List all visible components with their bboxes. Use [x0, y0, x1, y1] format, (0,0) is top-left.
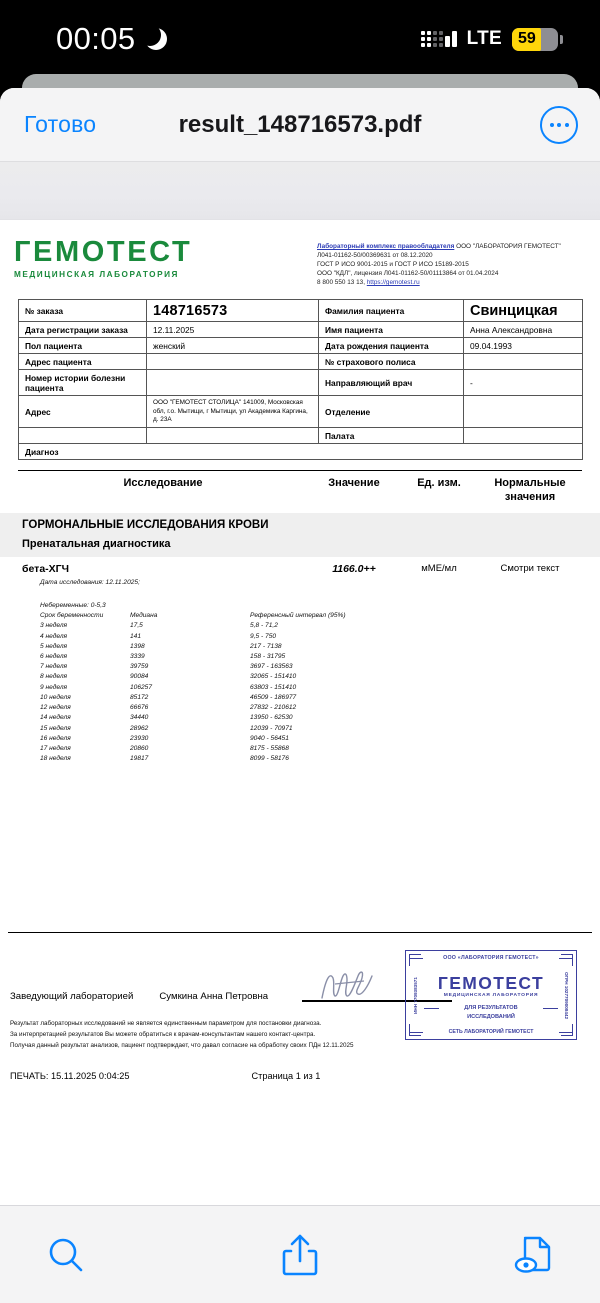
ref-median: 28962 — [130, 724, 149, 732]
column-header-study: Исследование — [123, 477, 203, 490]
test-result-row — [18, 563, 582, 575]
info-label-right: Отделение — [319, 396, 464, 428]
signal-dots — [421, 31, 443, 47]
reference-row — [40, 642, 582, 652]
info-label-right: Фамилия пациента — [319, 300, 464, 322]
diagnosis-label: Диагноз — [19, 444, 583, 460]
info-label-left — [19, 428, 147, 444]
ref-term: 3 неделя — [40, 622, 68, 630]
legal-link-label[interactable]: Лабораторный комплекс правообладателя — [317, 243, 455, 250]
ref-range: 8175 - 55868 — [250, 744, 289, 752]
ref-median: 3339 — [130, 652, 145, 660]
pdf-page[interactable] — [0, 220, 600, 1195]
reference-row — [40, 621, 582, 631]
ref-range: 5,8 - 71,2 — [250, 622, 278, 630]
reference-row — [40, 754, 582, 764]
lab-logo-name: ГЕМОТЕСТ — [14, 236, 193, 268]
bottom-toolbar — [0, 1205, 600, 1303]
cellular-signal-icon — [421, 31, 457, 47]
ellipsis-dot-3 — [565, 123, 569, 127]
page-number-label: Страница 1 из 1 — [251, 1071, 321, 1082]
test-norm: Смотри текст — [500, 562, 560, 574]
search-icon — [45, 1234, 87, 1276]
navigation-bar — [0, 88, 600, 162]
ref-range: 46509 - 186977 — [250, 693, 297, 701]
reference-row — [40, 693, 582, 703]
document-preview-icon — [513, 1234, 555, 1276]
signature-label: Заведующий лабораторией — [10, 991, 134, 1002]
ref-term: 6 неделя — [40, 652, 68, 660]
ref-col-median: Медиана — [130, 612, 158, 620]
document-header — [0, 220, 600, 287]
ref-term: 15 неделя — [40, 724, 71, 732]
ref-term: 7 неделя — [40, 663, 68, 671]
ref-range: 3697 - 163563 — [250, 663, 293, 671]
status-bar-right — [421, 28, 558, 51]
table-row — [19, 370, 583, 396]
ref-col-term: Срок беременности — [40, 612, 104, 620]
ref-col-range: Референсный интервал (95%) — [250, 612, 346, 620]
reference-row — [40, 713, 582, 723]
network-type-label: LTE — [466, 28, 502, 49]
info-value-left — [147, 428, 319, 444]
reference-row — [40, 703, 582, 713]
ref-median: 19817 — [130, 755, 149, 763]
ref-range: 13950 - 62530 — [250, 714, 293, 722]
ref-median: 1398 — [130, 642, 145, 650]
ref-median: 141 — [130, 632, 142, 640]
ref-range: 9,5 - 750 — [250, 632, 277, 640]
table-row — [19, 354, 583, 370]
info-label-right: Дата рождения пациента — [319, 338, 464, 354]
battery-percent-label: 59 — [518, 30, 536, 47]
legal-line-1-rest: ООО "ЛАБОРАТОРИЯ ГЕМОТЕСТ" — [454, 243, 561, 250]
ref-median: 90084 — [130, 673, 149, 681]
ref-term: 10 неделя — [40, 693, 71, 701]
reference-row — [40, 724, 582, 734]
info-label-left: № заказа — [19, 300, 147, 322]
legal-phone: 8 800 550 13 13, — [317, 279, 367, 287]
info-value-left: женский — [147, 338, 319, 354]
signal-bar-3 — [445, 36, 450, 47]
pdf-viewer-sheet — [0, 88, 600, 1303]
page-title: result_148716573.pdf — [178, 110, 422, 138]
ref-median: 34440 — [130, 714, 149, 722]
moon-icon — [145, 28, 167, 50]
print-timestamp: ПЕЧАТЬ: 15.11.2025 0:04:25 — [10, 1071, 130, 1082]
stamp-bottom-text: СЕТЬ ЛАБОРАТОРИЙ ГЕМОТЕСТ — [425, 1029, 557, 1035]
lab-logo-subtitle: МЕДИЦИНСКАЯ ЛАБОРАТОРИЯ — [14, 270, 179, 279]
ref-range: 158 - 31795 — [250, 652, 286, 660]
test-unit: мМЕ/мл — [421, 562, 457, 574]
stamp-logo: ГЕМОТЕСТ — [437, 973, 545, 993]
stamp-inn: ИНН 7709383571 — [413, 976, 419, 1014]
share-button[interactable] — [270, 1225, 330, 1285]
info-label-right: № страхового полиса — [319, 354, 464, 370]
ref-term: 4 неделя — [40, 632, 68, 640]
table-row — [19, 396, 583, 428]
more-options-button[interactable] — [540, 106, 578, 144]
viewer-background-gap — [0, 162, 600, 220]
info-value-left — [147, 370, 319, 396]
info-value-right — [464, 354, 583, 370]
stamp-ogrn: ОГРН 1027709008442 — [564, 971, 569, 1019]
ref-term: 17 неделя — [40, 744, 71, 752]
table-row — [19, 300, 583, 322]
battery-icon — [512, 28, 558, 51]
markup-preview-button[interactable] — [504, 1225, 564, 1285]
legal-line-2: Л041-01162-50/00369631 от 08.12.2020 — [317, 252, 433, 260]
info-label-left: Адрес пациента — [19, 354, 147, 370]
ref-median: 85172 — [130, 693, 149, 701]
ref-term: 18 неделя — [40, 755, 71, 763]
reference-row — [40, 662, 582, 672]
search-button[interactable] — [36, 1225, 96, 1285]
column-header-value: Значение — [328, 477, 380, 490]
table-row — [19, 322, 583, 338]
info-value-right: 09.04.1993 — [464, 338, 583, 354]
stamp-right-side — [562, 954, 571, 1036]
stamp-inner — [409, 954, 573, 1036]
info-value-left: ООО "ГЕМОТЕСТ СТОЛИЦА" 141009, Московская обл, г.о. Мытищи, г Мытищи, ул Академика Каргина, д. 23А — [147, 396, 319, 428]
ellipsis-dot-2 — [557, 123, 561, 127]
signal-bar-4 — [452, 31, 457, 47]
ref-range: 9040 - 56451 — [250, 734, 289, 742]
info-value-left: 12.11.2025 — [147, 322, 319, 338]
disclaimer-line-3: Получая данный результат анализов, пациент подтверждает, что давал согласие на обработку своих ПДн 12.11.2025 — [10, 1041, 354, 1049]
reference-row — [40, 652, 582, 662]
legal-line-3: ГОСТ Р ИСО 9001-2015 и ГОСТ Р ИСО 15189-2015 — [317, 261, 469, 269]
results-table-header — [18, 470, 582, 505]
info-label-right: Имя пациента — [319, 322, 464, 338]
reference-row — [40, 744, 582, 754]
legal-line-4: ООО "КДЛ", лицензия Л041-01162-50/01113864 от 01.04.2024 — [317, 270, 499, 278]
disclaimer-line-1: Результат лабораторных исследований не является единственным параметром для постановки диагноза. — [10, 1020, 322, 1027]
info-value-left: 148716573 — [147, 300, 319, 322]
share-icon — [279, 1232, 321, 1278]
reference-interval-block — [40, 593, 582, 765]
info-value-right: Анна Александровна — [464, 322, 583, 338]
info-value-right — [464, 428, 583, 444]
reference-row — [40, 734, 582, 744]
ref-term: 5 неделя — [40, 642, 68, 650]
section-title: ГОРМОНАЛЬНЫЕ ИССЛЕДОВАНИЯ КРОВИ — [0, 513, 600, 536]
stamp-top-text: ООО «ЛАБОРАТОРИЯ ГЕМОТЕСТ» — [425, 955, 557, 961]
reference-row — [40, 683, 582, 693]
column-header-norm: Нормальные значения — [494, 477, 566, 504]
ref-range: 63803 - 151410 — [250, 683, 297, 691]
print-info-row — [10, 1071, 590, 1081]
done-button[interactable]: Готово — [24, 111, 97, 137]
ref-range: 217 - 7138 — [250, 642, 282, 650]
info-label-right: Палата — [319, 428, 464, 444]
ref-median: 39759 — [130, 663, 149, 671]
laboratory-stamp — [405, 950, 577, 1040]
info-label-right: Направляющий врач — [319, 370, 464, 396]
lab-legal-info — [317, 238, 561, 287]
disclaimer-line-2: За интерпретацией результатов Вы можете обратиться к врачам-консультантам нашего контакт-центра. — [10, 1030, 316, 1038]
info-value-right: - — [464, 370, 583, 396]
lab-logo — [14, 238, 209, 279]
info-label-left: Дата регистрации заказа — [19, 322, 147, 338]
legal-line-5 — [317, 278, 561, 287]
ref-range: 27832 - 210612 — [250, 704, 297, 712]
column-header-unit: Ед. изм. — [417, 477, 461, 490]
info-label-left: Пол пациента — [19, 338, 147, 354]
reference-row — [40, 632, 582, 642]
nonpregnant-reference: Небеременные: 0-5,3 — [40, 601, 106, 609]
ref-median: 17,5 — [130, 622, 143, 630]
footer-divider — [8, 932, 592, 933]
reference-row — [40, 672, 582, 682]
diagnosis-row — [19, 444, 583, 460]
ref-median: 106257 — [130, 683, 153, 691]
table-row — [19, 428, 583, 444]
ref-range: 32065 - 151410 — [250, 673, 297, 681]
website-link[interactable]: https://gemotest.ru — [366, 279, 420, 287]
test-value: 1166.0++ — [332, 562, 376, 575]
ref-term: 8 неделя — [40, 673, 68, 681]
ref-term: 16 неделя — [40, 734, 71, 742]
test-study-date: Дата исследования: 12.11.2025; — [40, 578, 140, 586]
patient-info-table — [18, 299, 583, 460]
legal-line-1 — [317, 242, 561, 251]
status-bar — [0, 0, 600, 78]
ref-term: 14 неделя — [40, 714, 71, 722]
info-label-left: Адрес — [19, 396, 147, 428]
info-value-right — [464, 396, 583, 428]
stamp-middle-line-2: ИССЛЕДОВАНИЙ — [467, 1014, 515, 1020]
ref-term: 9 неделя — [40, 683, 68, 691]
info-label-left: Номер истории болезни пациента — [19, 370, 147, 396]
info-value-left — [147, 354, 319, 370]
test-name: бета-ХГЧ — [22, 562, 69, 575]
ref-median: 23930 — [130, 734, 149, 742]
ref-median: 66676 — [130, 704, 149, 712]
ref-term: 12 неделя — [40, 704, 71, 712]
stamp-left-side — [411, 954, 420, 1036]
stamp-middle-line-1: ДЛЯ РЕЗУЛЬТАТОВ — [427, 1005, 555, 1011]
table-row — [19, 338, 583, 354]
ref-range: 12039 - 70971 — [250, 724, 293, 732]
clock-label: 00:05 — [56, 21, 136, 56]
document-footer — [0, 942, 600, 1081]
signature-name: Сумкина Анна Петровна — [159, 991, 269, 1002]
ref-median: 20860 — [130, 744, 149, 752]
status-bar-left — [56, 21, 167, 57]
stamp-logo-subtitle: МЕДИЦИНСКАЯ ЛАБОРАТОРИЯ — [443, 993, 539, 998]
ref-range: 8099 - 58176 — [250, 755, 289, 763]
subsection-title: Пренатальная диагностика — [0, 536, 600, 557]
info-value-right: Свинцицкая — [464, 300, 583, 322]
ellipsis-dot-1 — [550, 123, 554, 127]
reference-column-headers — [40, 611, 582, 621]
